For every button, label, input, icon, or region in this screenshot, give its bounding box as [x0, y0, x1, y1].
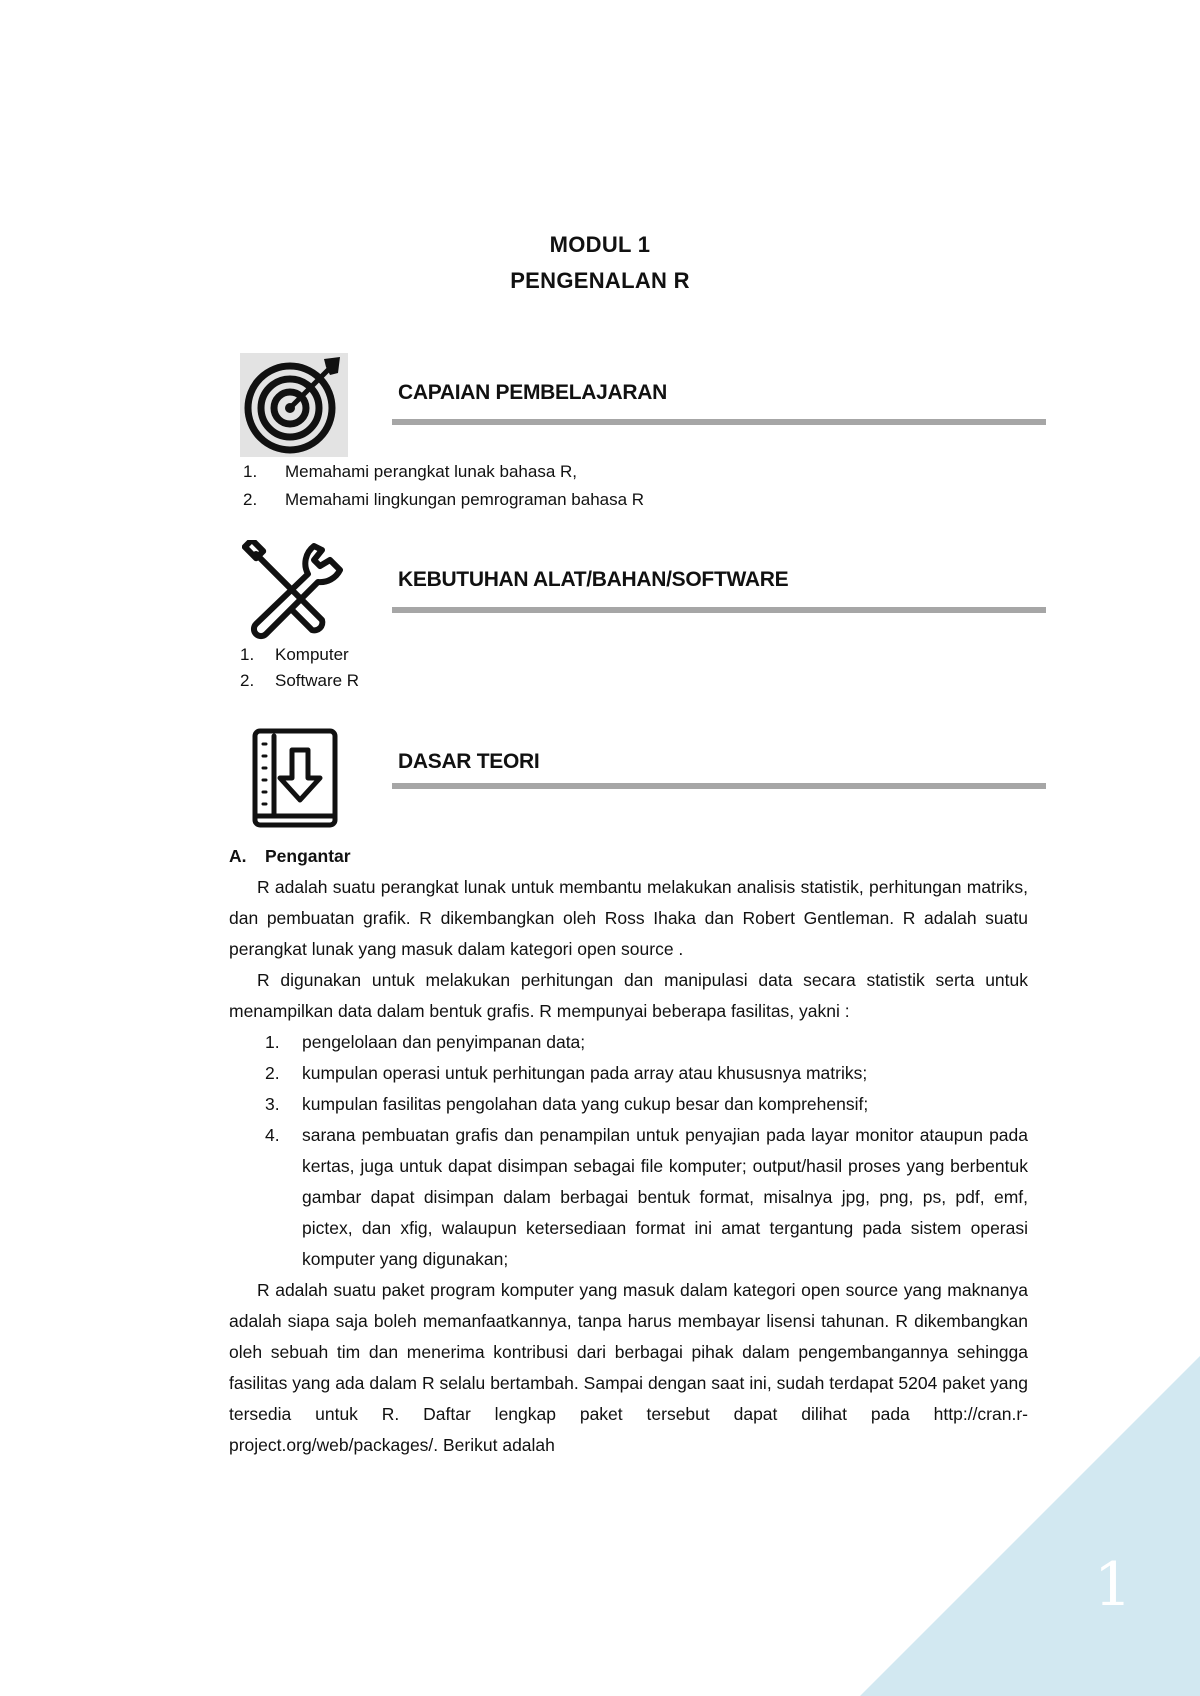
paragraph: R digunakan untuk melakukan perhitungan dan manipulasi data secara statistik serta untuk menampilkan data dalam bentuk grafis. R mempunyai beberapa fasilitas, yakni : — [229, 970, 1028, 1021]
book-download-icon — [252, 728, 342, 834]
page-number: 1 — [1093, 1550, 1132, 1620]
list-item: 1. pengelolaan dan penyimpanan data; — [265, 1032, 586, 1052]
paragraph: R adalah suatu perangkat lunak untuk membantu melakukan analisis statistik, perhitungan matriks, dan pembuatan grafik. R dikembangkan oleh Ross Ihaka dan Robert Gentleman. R adalah suatu perangkat lunak yang masuk dalam kategori open source . — [229, 877, 1028, 959]
dasar-teori-rule — [392, 783, 1046, 789]
tools-icon — [242, 540, 346, 640]
list-item: 3. kumpulan fasilitas pengolahan data yang cukup besar dan komprehensif; — [265, 1094, 869, 1114]
kebutuhan-heading: KEBUTUHAN ALAT/BAHAN/SOFTWARE — [398, 568, 789, 591]
facilities-list — [229, 1027, 1028, 1275]
paragraph: R adalah suatu paket program komputer yang masuk dalam kategori open source yang maknanya adalah siapa saja boleh memanfaatkannya, tanpa harus membayar lisensi tahunan. R dikembangkan oleh sebuah tim dan menerima kontribusi dari berbagai pihak dalam pengembangannya sehingga fasilitas yang ada dalam R selalu bertambah. Sampai dengan saat ini, sudah terdapat 5204 paket yang tersedia untuk R. Daftar lengkap paket tersebut dapat dilihat pada http://cran.r-project.org/web/packages/. Berikut adalah — [229, 1280, 1028, 1455]
subsection-heading: A. Pengantar — [229, 846, 351, 866]
module-title: PENGENALAN R — [510, 268, 690, 293]
document-page: MODUL 1 PENGENALAN R CAPAIAN PEMBELAJARAN 1. Memahami perangkat lunak bahasa R, 2. Memahami lingkungan pemrograman bahasa R KEBUTUHAN ALAT/BAHAN/SOFTWARE 1. Komputer 2. Software R DASAR TEORI A. Pengantar R adalah suatu perangkat lunak untuk membantu melakukan analisis statistik, perhitungan matriks, dan pembuatan grafik. R dikembangkan oleh Ross Ihaka dan Robert Gentleman. R adalah suatu perangkat lunak yang masuk dalam kategori open source . R digunakan untuk melakukan perhitungan dan manipulasi data secara statistik serta untuk menampilkan data dalam bentuk grafis. R mempunyai beberapa fasilitas, yakni : 1. pengelolaan dan penyimpanan data; 2. kumpulan operasi untuk perhitungan pada array atau khususnya matriks; 3. kumpulan fasilitas pengolahan data yang cukup besar dan komprehensif; 4. sarana pembuatan grafis dan penampilan untuk penyajian pada layar monitor ataupun pada kertas, juga untuk dapat disimpan sebagai file komputer; output/hasil proses yang berbentuk gambar dapat disimpan dalam berbagai bentuk format, misalnya jpg, png, ps, pdf, emf, pictex, dan xfig, walaupun ketersediaan format ini amat tergantung pada sistem operasi komputer yang digunakan; R adalah suatu paket program komputer yang masuk dalam kategori open source yang maknanya adalah siapa saja boleh memanfaatkannya, tanpa harus membayar lisensi tahunan. R dikembangkan oleh sebuah tim dan menerima kontribusi dari berbagai pihak dalam pengembangannya sehingga fasilitas yang ada dalam R selalu bertambah. Sampai dengan saat ini, sudah terdapat 5204 paket yang tersedia untuk R. Daftar lengkap paket tersebut dapat dilihat pada http://cran.r-project.org/web/packages/. Berikut adalah 1 — [0, 0, 1200, 1696]
capaian-rule — [392, 419, 1046, 425]
list-item: 4. sarana pembuatan grafis dan penampilan untuk penyajian pada layar monitor ataupun pada kertas, juga untuk dapat disimpan sebagai file komputer; output/hasil proses yang berbentuk gambar dapat disimpan dalam berbagai bentuk format, misalnya jpg, png, ps, pdf, emf, pictex, dan xfig, walaupun ketersediaan format ini amat tergantung pada sistem operasi komputer yang digunakan; — [265, 1125, 1028, 1269]
kebutuhan-rule — [392, 607, 1046, 613]
capaian-heading: CAPAIAN PEMBELAJARAN — [398, 381, 667, 404]
corner-decoration — [860, 1356, 1200, 1696]
list-item: 2. kumpulan operasi untuk perhitungan pada array atau khususnya matriks; — [265, 1063, 868, 1083]
dasar-teori-heading: DASAR TEORI — [398, 750, 540, 773]
module-number: MODUL 1 — [549, 232, 651, 257]
target-icon — [240, 353, 348, 457]
